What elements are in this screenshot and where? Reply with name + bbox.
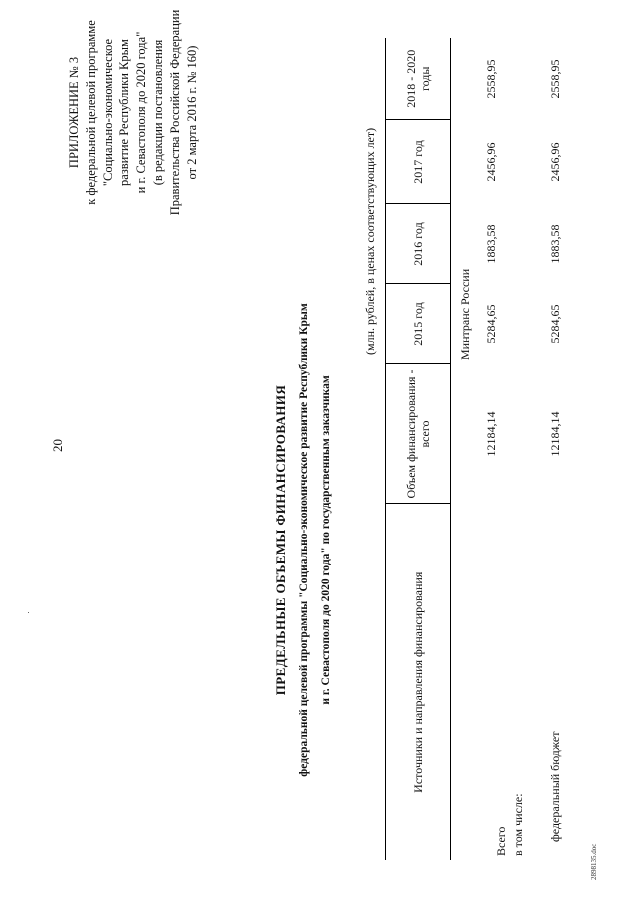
row-label: Всего: [494, 826, 508, 856]
title-heading: ПРЕДЕЛЬНЫЕ ОБЪЕМЫ ФИНАНСИРОВАНИЯ: [273, 384, 288, 696]
appendix-line: ПРИЛОЖЕНИЕ № 3: [67, 56, 81, 169]
header-source: Источники и направления финансирования: [386, 504, 451, 860]
cell-volume: 12184,14: [548, 411, 562, 457]
appendix-line: и г. Севастополя до 2020 года": [134, 31, 149, 194]
title-subtitle-line1: федеральной целевой программы "Социально-экономическое развитие Республики Крым: [298, 303, 310, 777]
including-label: в том числе:: [510, 793, 525, 856]
cell-2017: 2456,96: [548, 142, 562, 182]
cell-2018-2020: 2558,95: [548, 59, 562, 99]
table-row: [473, 38, 509, 860]
row-label: федеральный бюджет: [548, 731, 562, 842]
section-label: Минтранс России: [458, 268, 472, 360]
cell-2018-2020: 2558,95: [483, 59, 498, 99]
financing-table: [385, 38, 579, 860]
scan-dot: [28, 612, 29, 613]
header-2017: 2017 год: [386, 120, 451, 204]
title-subtitle-line2: и г. Севастополя до 2020 года" по государственным заказчикам: [320, 375, 332, 705]
appendix-block: [66, 0, 200, 235]
table-row: [509, 38, 527, 860]
appendix-line: к федеральной целевой программе: [83, 20, 98, 205]
cell-2015: 5284,65: [548, 304, 562, 344]
document-title: [272, 240, 334, 840]
header-2016: 2016 год: [386, 204, 451, 284]
cell-2017: 2456,96: [483, 142, 498, 182]
section-row: [451, 38, 474, 860]
appendix-line: "Социально-экономическое: [100, 38, 115, 187]
page-number: 20: [50, 439, 65, 452]
appendix-line: (в редакции постановления: [150, 39, 165, 186]
document-code: 2898135.doc: [590, 843, 598, 880]
table-row: [527, 38, 563, 860]
header-volume: Объем финансирования - всего: [386, 364, 451, 504]
appendix-line: развитие Республики Крым: [117, 39, 132, 186]
table-header-row: [386, 38, 451, 860]
header-2015: 2015 год: [386, 284, 451, 364]
appendix-line: от 2 марта 2016 г. № 160): [184, 45, 199, 180]
header-2018-2020: 2018 - 2020 годы: [386, 38, 451, 120]
units-note: (млн. рублей, в ценах соответствующих лет): [363, 127, 377, 355]
appendix-line: Правительства Российской Федерации: [167, 9, 182, 216]
cell-2015: 5284,65: [483, 304, 498, 344]
cell-2016: 1883,58: [483, 224, 498, 264]
cell-2016: 1883,58: [548, 224, 562, 264]
cell-volume: 12184,14: [483, 411, 498, 457]
